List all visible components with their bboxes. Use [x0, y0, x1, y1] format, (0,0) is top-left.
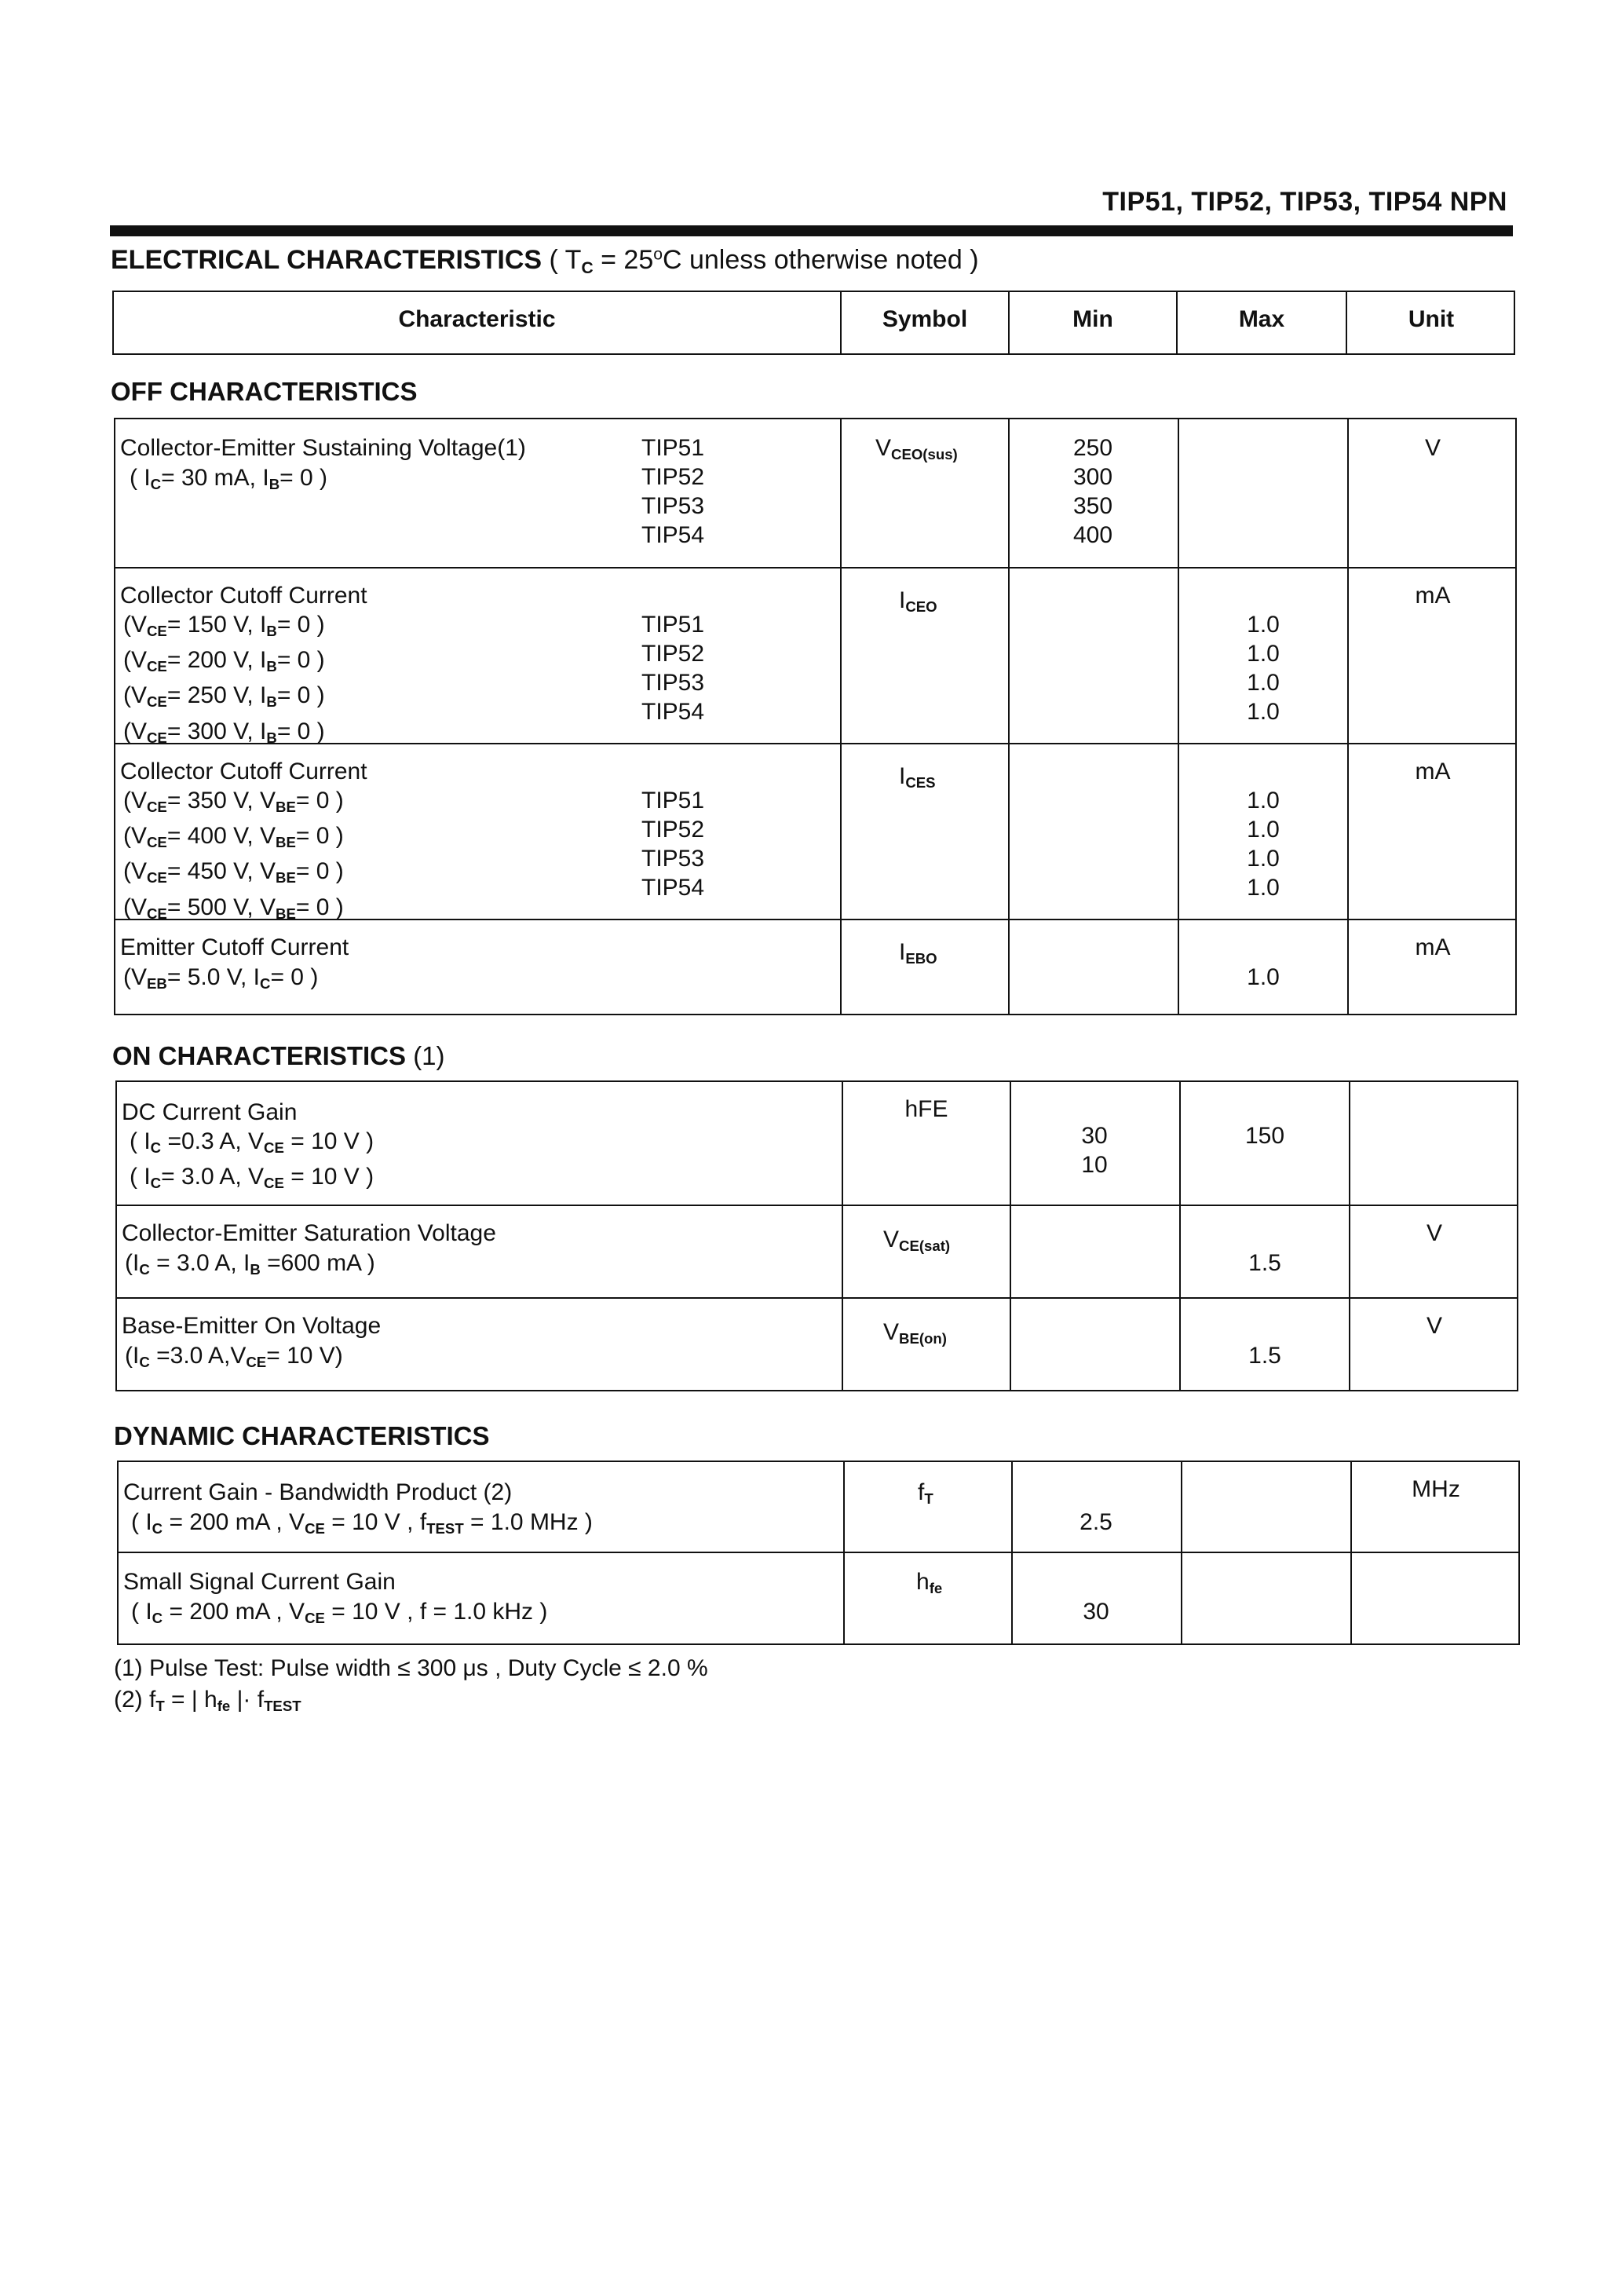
cond-value: = 200 mA , V: [169, 1509, 305, 1535]
symbol-main: I: [899, 939, 906, 965]
title-eq: = 25: [593, 245, 654, 275]
note-sub: TEST: [264, 1698, 301, 1715]
cond-sub: B: [266, 693, 277, 711]
off-r3-max: [1179, 786, 1347, 902]
cond-value: = 200 mA , V: [169, 1599, 305, 1625]
off-r1-symbol: [875, 433, 958, 469]
max-value: 1.0: [1247, 817, 1280, 843]
cond-end: = 0 ): [270, 964, 319, 990]
off-r4-name: Emitter Cutoff Current: [120, 934, 349, 960]
header-rule: [110, 225, 1513, 236]
page-title: [111, 245, 979, 278]
symbol-main: V: [875, 435, 892, 461]
title-cond: ( T: [549, 245, 582, 275]
cond-line: ($V_{CE}= 500$ V, $V_{BE}= 0$ ): [123, 894, 344, 922]
cond-end: = 0 ): [276, 718, 325, 744]
note-sub: T: [155, 1698, 165, 1715]
cond-end: = 10 V , f = 1.0 kHz ): [331, 1599, 548, 1625]
symbol-sub: fe: [929, 1580, 943, 1597]
note-part: (2) f: [114, 1687, 156, 1713]
off-r4-unit: mA: [1415, 934, 1451, 960]
max-value: 1.0: [1247, 670, 1280, 696]
cond-line: ($V_{CE}= 200$ V, $I_B= 0$ ): [123, 647, 325, 675]
note-sub: fe: [217, 1698, 231, 1715]
cond-end: = 0 ): [276, 647, 325, 674]
column-header-table: [112, 291, 1515, 355]
cond-value: 250 V: [187, 682, 247, 709]
col-characteristic: Characteristic: [398, 306, 556, 332]
device-label: TIP54: [641, 875, 705, 901]
cond-sub: B: [266, 729, 277, 746]
cond-value: 400 V: [187, 823, 247, 850]
symbol-sub: EBO: [905, 950, 937, 967]
cond-sub: BE: [276, 799, 296, 816]
on-heading-note: (1): [413, 1041, 445, 1070]
dynamic-table: [117, 1461, 1520, 1645]
cond-end: = 0 ): [295, 858, 344, 885]
off-heading: OFF CHARACTERISTICS: [111, 377, 418, 406]
on-r2-symbol: [883, 1225, 950, 1260]
min-value: 300: [1072, 464, 1113, 490]
on-r2-unit: V: [1426, 1220, 1442, 1246]
dyn-r2-name: Small Signal Current Gain: [123, 1569, 396, 1595]
cond-value: =0.3 A, V: [167, 1128, 265, 1154]
on-r3-cond: ($I_C =3.0$ $A,V_{CE}= 10$ V): [125, 1343, 343, 1371]
off-table: [114, 418, 1517, 1015]
note-2: [114, 1687, 301, 1715]
off-r3-devices: [641, 786, 704, 902]
off-r1-cond: [130, 463, 327, 499]
cond-sub: BE: [276, 869, 296, 887]
title-sub: C: [581, 258, 594, 277]
off-r2-conds: [123, 610, 325, 752]
on-r3-unit: V: [1426, 1313, 1442, 1339]
min-value: 350: [1072, 493, 1113, 519]
device-label: TIP52: [641, 464, 705, 490]
cond-line: ($V_{CE}= 250$ V, $I_B= 0$ ): [123, 682, 325, 711]
dyn-r2-cond: ( $I_C = 200$ mA , $V_{CE} = 10$ V , f = 1.0 kHz ): [131, 1599, 548, 1627]
min-value: 400: [1072, 522, 1113, 548]
col-max: Max: [1238, 306, 1285, 332]
min-value: 10: [1081, 1152, 1108, 1178]
symbol-main: f: [918, 1479, 925, 1505]
max-value: 1.0: [1247, 699, 1280, 725]
cond-end: = 0 ): [295, 823, 344, 850]
note-part: = | h: [164, 1687, 217, 1713]
device-label: TIP52: [641, 817, 705, 843]
cond-end: = 10 V ): [290, 1164, 374, 1190]
device-label: TIP52: [641, 641, 705, 667]
cond-part: ( I: [130, 465, 151, 491]
cond-line: ($V_{CE}= 350$ V, $V_{BE}= 0$ ): [123, 788, 344, 816]
cond-value: 300 V: [187, 718, 247, 744]
off-r3-symbol: [899, 762, 936, 797]
note-part: |· f: [230, 1687, 265, 1713]
symbol-sub: BE(on): [899, 1330, 947, 1347]
on-r3-name: Base-Emitter On Voltage: [122, 1313, 382, 1339]
cond-end: = 0 ): [295, 788, 344, 813]
dyn-r1-min: 2.5: [1080, 1509, 1112, 1535]
cond-line: ($V_{CE}= 300$ V, $I_B= 0$ ): [123, 718, 325, 746]
on-r2-name: Collector-Emitter Saturation Voltage: [122, 1220, 496, 1246]
off-r1-name: Collector-Emitter Sustaining Voltage(1): [120, 435, 526, 461]
max-value: 1.0: [1247, 788, 1280, 813]
off-r2-max: [1179, 610, 1347, 726]
off-r1-devices: [641, 433, 704, 550]
dyn-r1-name: Current Gain - Bandwidth Product (2): [123, 1479, 513, 1505]
cond-sub: TEST: [426, 1520, 464, 1537]
cond-value: 150 V: [187, 612, 247, 638]
on-r1-name: DC Current Gain: [122, 1099, 298, 1125]
part-numbers-header: TIP51, TIP52, TIP53, TIP54 NPN: [1102, 187, 1507, 217]
dyn-r1-symbol: [918, 1478, 933, 1513]
max-value: 1.0: [1247, 641, 1280, 667]
off-r3-unit: mA: [1415, 759, 1451, 784]
symbol-main: I: [899, 763, 906, 789]
dyn-r1-cond: ( $I_C = 200$ mA , $V_{CE} = 10$ V , $f_{TEST} = 1.0$ MHz ): [131, 1509, 593, 1537]
cond-sub: B: [266, 658, 277, 675]
symbol-sub: T: [924, 1490, 933, 1508]
cond-end: = 10 V): [266, 1343, 343, 1369]
cond-value: =3.0 A,V: [156, 1343, 247, 1369]
on-r2-cond: ($I_C = 3.0$ A, $I_B =600$ mA ): [125, 1250, 375, 1278]
symbol-main: V: [883, 1227, 900, 1252]
cond-end: = 0 ): [276, 612, 325, 638]
off-r4-cond: ($V_{EB}= 5.0$ V, $I_C= 0$ ): [123, 964, 319, 993]
off-r2-symbol: [899, 586, 937, 621]
symbol-sub: CEO(sus): [891, 446, 958, 463]
on-table: [115, 1080, 1518, 1391]
cond-value: 350 V: [187, 788, 247, 813]
off-r1-min: [1010, 433, 1176, 550]
on-r3-max: 1.5: [1248, 1343, 1281, 1369]
device-label: TIP53: [641, 846, 705, 872]
device-label: TIP51: [641, 435, 705, 461]
cond-line: ($V_{CE}= 450$ V, $V_{BE}= 0$ ): [123, 858, 344, 887]
cond-sub: C: [260, 975, 271, 993]
off-r1-unit: V: [1424, 435, 1441, 461]
min-value: 30: [1081, 1123, 1108, 1149]
device-label: TIP51: [641, 612, 705, 638]
off-r3-name: Collector Cutoff Current: [120, 759, 367, 784]
cond-line: ( $I_C =0.3$ A, $V_{CE} = 10$ V ): [130, 1128, 374, 1157]
symbol-sub: CEO: [905, 598, 937, 616]
cond-sub: BE: [276, 905, 296, 922]
off-r2-devices: [641, 610, 704, 726]
on-r2-max: 1.5: [1248, 1250, 1281, 1276]
col-min: Min: [1072, 306, 1113, 332]
cond-part: = 0 ): [279, 465, 327, 491]
off-r2-unit: mA: [1415, 583, 1451, 609]
on-heading: [112, 1041, 445, 1071]
on-r1-min: [1011, 1121, 1178, 1179]
max-value: 1.0: [1247, 612, 1280, 638]
note-1: (1) Pulse Test: Pulse width ≤ 300 μs , Duty Cycle ≤ 2.0 %: [114, 1655, 708, 1681]
off-r4-max: 1.0: [1247, 964, 1280, 990]
on-r1-symbol: hFE: [904, 1096, 948, 1122]
cond-value: 500 V: [187, 894, 247, 920]
off-r4-symbol: [899, 938, 937, 973]
on-r3-symbol: [883, 1318, 947, 1353]
cond-line: ( $I_C= 3.0$ A, $V_{CE} = 10$ V ): [130, 1164, 374, 1192]
cond-value: = 3.0 A, V: [161, 1164, 265, 1190]
device-label: TIP53: [641, 670, 705, 696]
title-rest: C unless otherwise noted ): [662, 245, 979, 275]
cond-part: = 30 mA, I: [161, 465, 269, 491]
on-r1-max: 150: [1244, 1123, 1285, 1149]
device-label: TIP54: [641, 699, 705, 725]
title-main: ELECTRICAL CHARACTERISTICS: [111, 245, 542, 275]
device-label: TIP51: [641, 788, 705, 813]
max-value: 1.0: [1247, 875, 1280, 901]
min-value: 250: [1072, 435, 1113, 461]
cond-line: ($V_{CE}= 150$ V, $I_B= 0$ ): [123, 612, 325, 640]
dyn-r1-unit: MHz: [1412, 1476, 1460, 1502]
device-label: TIP54: [641, 522, 705, 548]
symbol-main: V: [883, 1319, 900, 1345]
on-heading-text: ON CHARACTERISTICS: [112, 1041, 407, 1070]
cond-value: 200 V: [187, 647, 247, 674]
cond-end: = 1.0 MHz ): [470, 1509, 593, 1535]
dyn-r2-min: 30: [1083, 1599, 1109, 1625]
cond-value: = 3.0 A, I: [156, 1250, 250, 1276]
cond-value: 450 V: [187, 858, 247, 885]
symbol-main: I: [899, 587, 906, 613]
cond-sub: B: [266, 623, 277, 640]
cond-sub: BE: [276, 834, 296, 851]
col-symbol: Symbol: [882, 306, 968, 332]
max-value: 1.0: [1247, 846, 1280, 872]
cond-value: = 10 V , f: [331, 1509, 427, 1535]
off-r2-name: Collector Cutoff Current: [120, 583, 367, 609]
cond-sub: B: [269, 476, 280, 493]
cond-sub: C: [150, 476, 162, 493]
dynamic-heading: DYNAMIC CHARACTERISTICS: [114, 1421, 490, 1450]
dyn-r2-symbol: [916, 1567, 942, 1603]
off-r3-conds: [123, 786, 344, 928]
cond-end: = 0 ): [276, 682, 325, 709]
cond-end: = 0 ): [295, 894, 344, 920]
symbol-sub: CE(sat): [899, 1238, 951, 1255]
device-label: TIP53: [641, 493, 705, 519]
cond-end: =600 mA ): [267, 1250, 375, 1276]
symbol-main: h: [916, 1569, 930, 1595]
cond-value: 5.0 V, I: [187, 964, 261, 990]
symbol-sub: CES: [905, 774, 936, 792]
on-r1-conds: [130, 1127, 374, 1197]
cond-end: = 10 V ): [290, 1128, 374, 1154]
col-unit: Unit: [1408, 306, 1455, 332]
title-degree: o: [653, 245, 663, 264]
cond-line: ($V_{CE}= 400$ V, $V_{BE}= 0$ ): [123, 823, 344, 851]
